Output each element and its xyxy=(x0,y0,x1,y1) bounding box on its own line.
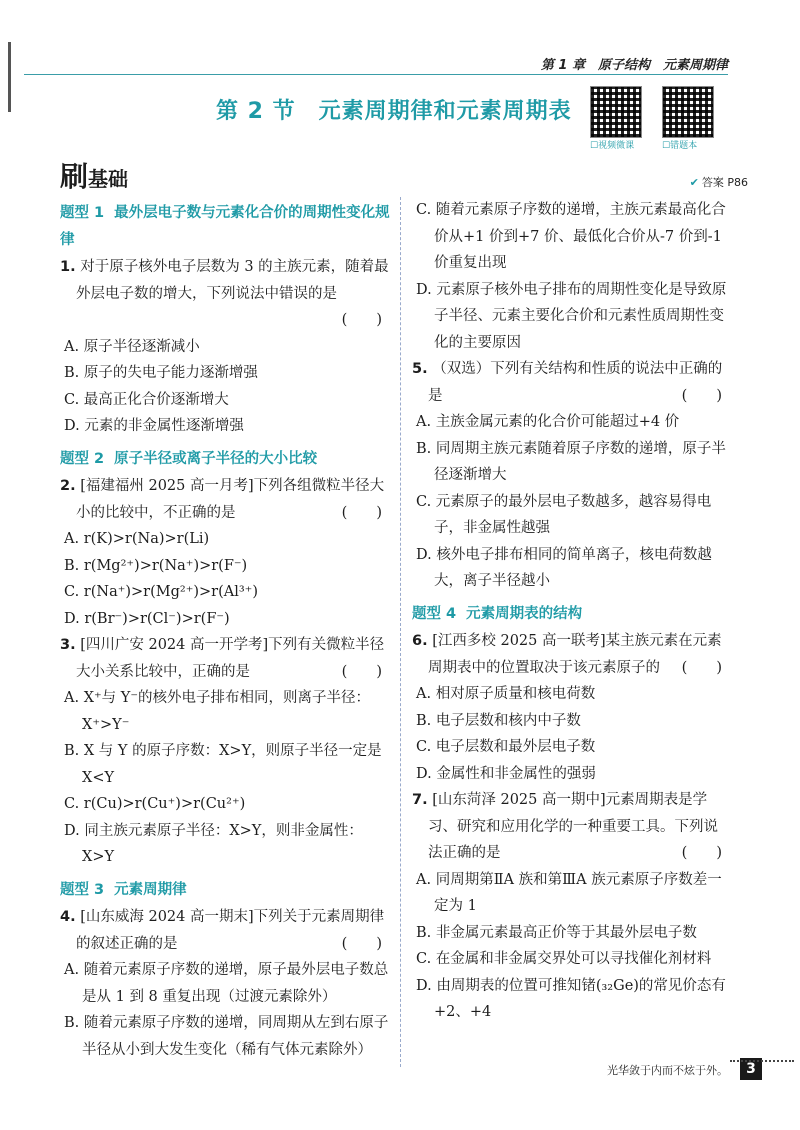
option: A. 随着元素原子序数的递增，原子最外层电子数总是从 1 到 8 重复出现（过渡元素除外） xyxy=(64,962,389,1005)
option: B. 电子层数和核内中子数 xyxy=(416,712,581,729)
option: C. r(Cu)>r(Cu⁺)>r(Cu²⁺) xyxy=(64,796,246,812)
qr-label: ☐错题本 xyxy=(662,141,698,151)
header-rule xyxy=(24,74,728,75)
option: D. 由周期表的位置可推知锗(₃₂Ge)的常见价态有+2、+4 xyxy=(416,977,726,1020)
footer-motto: 光华敛于内而不炫于外。 xyxy=(607,1064,728,1077)
question-5: 5. （双选）下列有关结构和性质的说法中正确的是 ( ) xyxy=(412,361,723,404)
option: C. 元素原子的最外层电子数越多，越容易得电子，非金属性越强 xyxy=(416,493,712,536)
right-column xyxy=(412,197,730,1026)
option: C. 电子层数和最外层电子数 xyxy=(416,739,596,755)
question-6: 6. [江西多校 2025 高一联考]某主族元素在元素周期表中的位置取决于该元素原子的 ( ) xyxy=(412,633,722,676)
brand-label: 刷基础 xyxy=(60,160,129,193)
question-1: 1. 对于原子核外电子层数为 3 的主族元素，随着最外层电子数的增大，下列说法中错误的是 xyxy=(60,259,389,302)
option: C. 最高正化合价逐渐增大 xyxy=(64,391,229,408)
option: B. 非金属元素最高正价等于其最外层电子数 xyxy=(416,924,697,941)
option: D. 金属性和非金属性的强弱 xyxy=(416,765,596,782)
option: A. 原子半径逐渐减小 xyxy=(64,338,200,355)
section-title: 第 2 节 元素周期律和元素周期表 xyxy=(216,99,572,124)
option: B. 同周期主族元素随着原子序数的递增，原子半径逐渐增大 xyxy=(416,440,726,483)
chapter-header: 第 1 章 原子结构 元素周期律 xyxy=(540,58,728,73)
qr-label: ☐视频微课 xyxy=(590,141,635,151)
option: B. 原子的失电子能力逐渐增强 xyxy=(64,365,258,381)
option: A. 同周期第ⅡA 族和第ⅢA 族元素原子序数差一定为 1 xyxy=(416,871,722,914)
column-divider xyxy=(400,197,401,1067)
qr-video[interactable] xyxy=(590,86,642,151)
option: D. 元素原子核外电子排布的周期性变化是导致原子半径、元素主要化合价和元素性质周期性变化的主要原因 xyxy=(416,281,727,351)
option: D. 同主族元素原子半径：X>Y，则非金属性：X>Y xyxy=(64,822,363,865)
decorative-dots xyxy=(730,1060,794,1068)
topic-heading: 题型 3 元素周期律 xyxy=(60,881,187,898)
check-icon: ✔ xyxy=(689,176,699,189)
binding-spine xyxy=(8,42,11,112)
qr-code-icon xyxy=(590,86,642,138)
topic-heading: 题型 2 原子半径或离子半径的大小比较 xyxy=(60,450,318,467)
topic-heading: 题型 1 最外层电子数与元素化合价的周期性变化规律 xyxy=(60,205,390,248)
option: D. 元素的非金属性逐渐增强 xyxy=(64,418,244,434)
option: B. r(Mg²⁺)>r(Na⁺)>r(F⁻) xyxy=(64,557,248,574)
option: D. 核外电子排布相同的简单离子，核电荷数越大，离子半径越小 xyxy=(416,546,712,589)
qr-code-icon xyxy=(662,86,714,138)
topic-heading: 题型 4 元素周期表的结构 xyxy=(412,605,583,622)
option: C. 随着元素原子序数的递增，主族元素最高化合价从+1 价到+7 价、最低化合价从-7 价到-1 价重复出现 xyxy=(416,202,726,271)
question-7: 7. [山东菏泽 2025 高一期中]元素周期表是学习、研究和应用化学的一种重要工具。下列说法正确的是 ( ) xyxy=(412,792,722,861)
option: C. r(Na⁺)>r(Mg²⁺)>r(Al³⁺) xyxy=(64,584,258,600)
option: A. r(K)>r(Na)>r(Li) xyxy=(64,531,210,547)
question-4: 4. [山东威海 2024 高一期末]下列关于元素周期律的叙述正确的是 ( ) xyxy=(60,909,385,952)
option: C. 在金属和非金属交界处可以寻找催化剂材料 xyxy=(416,951,712,967)
option: A. X⁺与 Y⁻的核外电子排布相同，则离子半径：X⁺>Y⁻ xyxy=(64,690,370,733)
answer-reference: ✔ 答案 P86 xyxy=(689,176,748,189)
question-2: 2. [福建福州 2025 高一月考]下列各组微粒半径大小的比较中，不正确的是 ( ) xyxy=(60,478,385,521)
option: A. 相对原子质量和核电荷数 xyxy=(416,686,596,702)
left-column xyxy=(60,197,390,1063)
option: B. X 与 Y 的原子序数：X>Y，则原子半径一定是 X<Y xyxy=(64,743,382,786)
answer-bracket: ( ) xyxy=(341,312,382,328)
option: A. 主族金属元素的化合价可能超过+4 价 xyxy=(416,414,680,430)
option: D. r(Br⁻)>r(Cl⁻)>r(F⁻) xyxy=(64,610,230,627)
option: B. 随着元素原子序数的递增，同周期从左到右原子半径从小到大发生变化（稀有气体元素除外） xyxy=(64,1015,389,1058)
qr-wrongbook[interactable] xyxy=(662,86,714,151)
question-3: 3. [四川广安 2024 高一开学考]下列有关微粒半径大小关系比较中，正确的是 ( ) xyxy=(60,637,385,680)
page-number: 3 xyxy=(740,1058,762,1080)
